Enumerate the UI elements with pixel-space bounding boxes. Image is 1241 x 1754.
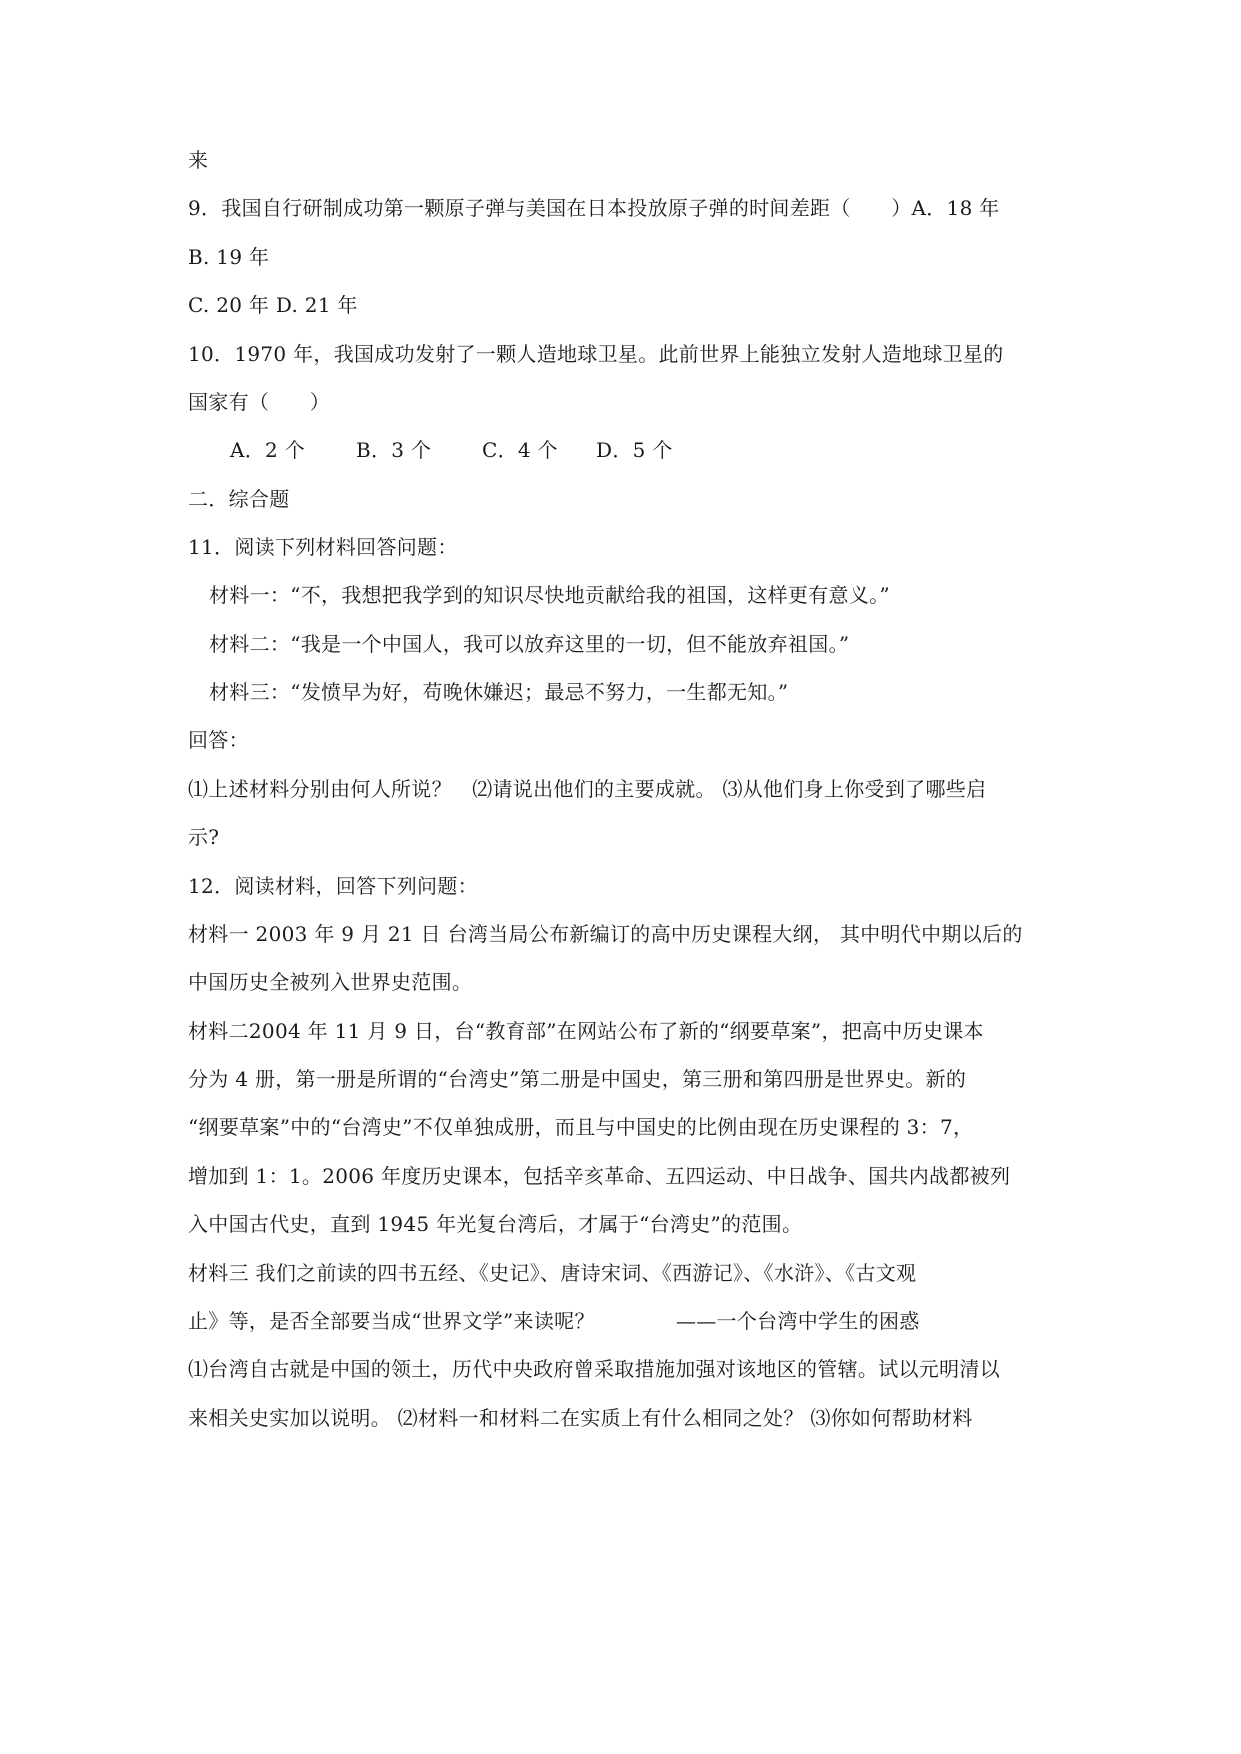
- question-11-subquestions-2: 示?: [188, 825, 220, 849]
- material-3: 材料三：“发愤早为好，苟晚休嫌迟；最忌不努力，一生都无知。”: [209, 680, 789, 704]
- q12-subquestion-1: ⑴台湾自古就是中国的领土，历代中央政府曾采取措施加强对该地区的管辖。试以元明清以: [188, 1357, 1000, 1381]
- q12-material-1-cont: 中国历史全被列入世界史范围。: [188, 970, 473, 994]
- q12-material-1: 材料一 2003 年 9 月 21 日 台湾当局公布新编订的高中历史课程大纲， 其中明代中期以后的: [188, 922, 1023, 946]
- q12-material-2-cont-1: 分为 4 册，第一册是所谓的“台湾史”第二册是中国史，第三册和第四册是世界史。新的: [188, 1067, 967, 1091]
- q12-material-2-cont-3: 增加到 1：1。2006 年度历史课本，包括辛亥革命、五四运动、中日战争、国共内战都被列: [188, 1164, 1011, 1188]
- q12-material-3: 材料三 我们之前读的四书五经、《史记》、唐诗宋词、《西游记》、《水浒》、《古文观: [188, 1261, 917, 1285]
- material-2: 材料二：“我是一个中国人，我可以放弃这里的一切，但不能放弃祖国。”: [209, 632, 850, 656]
- material-1: 材料一：“不，我想把我学到的知识尽快地贡献给我的祖国，这样更有意义。”: [209, 583, 890, 607]
- q12-material-2: 材料二2004 年 11 月 9 日，台“教育部”在网站公布了新的“纲要草案”，把高中历史课本: [188, 1019, 984, 1043]
- option-b: B．3 个: [356, 438, 432, 462]
- q12-material-2-cont-2: “纲要草案”中的“台湾史”不仅单独成册，而且与中国史的比例由现在历史课程的 3：7，: [188, 1115, 974, 1139]
- option-c: C．4 个: [482, 438, 558, 462]
- q12-material-3-cont: 止》等，是否全部要当成“世界文学”来读呢？ ——一个台湾中学生的困惑: [188, 1309, 920, 1333]
- answer-label: 回答：: [188, 728, 249, 752]
- option-d: D．5 个: [596, 438, 673, 462]
- question-10-options: [230, 437, 673, 463]
- section-heading: 二．综合题: [188, 487, 290, 511]
- question-11-line: 11．阅读下列材料回答问题：: [188, 535, 458, 559]
- question-9-option-b: B. 19 年: [188, 245, 270, 269]
- question-9-options-cd: C. 20 年 D. 21 年: [188, 293, 358, 317]
- question-10-line-2: 国家有（ ）: [188, 390, 331, 414]
- question-10-line: 10．1970 年，我国成功发射了一颗人造地球卫星。此前世界上能独立发射人造地球卫星的: [188, 342, 1004, 366]
- question-9-line: 9．我国自行研制成功第一颗原子弹与美国在日本投放原子弹的时间差距（ ）A．18 年: [188, 196, 1000, 220]
- q12-subquestions-2-3: 来相关史实加以说明。 ⑵材料一和材料二在实质上有什么相同之处？ ⑶你如何帮助材料: [188, 1406, 973, 1430]
- text-line: 来: [188, 148, 209, 172]
- option-a: A．2 个: [230, 438, 306, 462]
- question-11-subquestions: ⑴上述材料分别由何人所说？ ⑵请说出他们的主要成就。 ⑶从他们身上你受到了哪些启: [188, 777, 987, 801]
- question-12-line: 12．阅读材料，回答下列问题：: [188, 874, 478, 898]
- q12-material-2-cont-4: 入中国古代史，直到 1945 年光复台湾后，才属于“台湾史”的范围。: [188, 1212, 803, 1236]
